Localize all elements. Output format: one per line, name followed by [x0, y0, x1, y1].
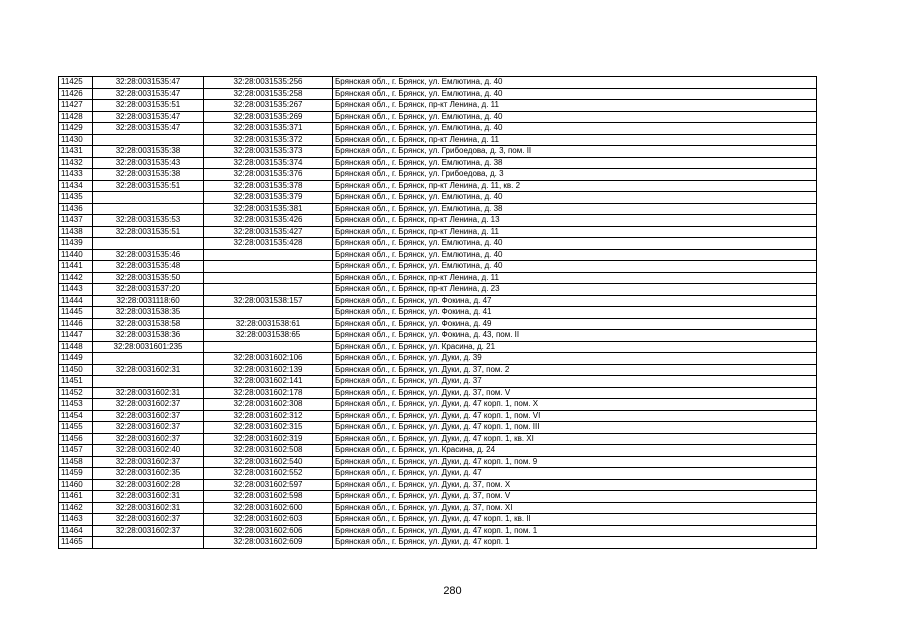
row-number-cell: 11453 [59, 399, 93, 411]
address-cell: Брянская обл., г. Брянск, ул. Красина, д. 24 [333, 445, 817, 457]
address-cell: Брянская обл., г. Брянск, пр-кт Ленина, д. 11 [333, 134, 817, 146]
table-row [59, 364, 817, 376]
table-row [59, 123, 817, 135]
row-number-cell: 11450 [59, 364, 93, 376]
object-number-cell: 32:28:0031535:379 [204, 192, 333, 204]
parcel-number-cell: 32:28:0031602:31 [93, 502, 204, 514]
address-cell: Брянская обл., г. Брянск, ул. Дуки, д. 47 корп. 1, пом. X [333, 399, 817, 411]
row-number-cell: 11436 [59, 203, 93, 215]
object-number-cell [204, 284, 333, 296]
object-number-cell: 32:28:0031602:609 [204, 537, 333, 549]
address-cell: Брянская обл., г. Брянск, ул. Дуки, д. 37, пом. V [333, 491, 817, 503]
table-row [59, 525, 817, 537]
row-number-cell: 11439 [59, 238, 93, 250]
address-cell: Брянская обл., г. Брянск, ул. Емлютина, д. 40 [333, 249, 817, 261]
address-cell: Брянская обл., г. Брянск, ул. Фокина, д. 43, пом. II [333, 330, 817, 342]
object-number-cell: 32:28:0031535:374 [204, 157, 333, 169]
table-row [59, 387, 817, 399]
object-number-cell: 32:28:0031602:139 [204, 364, 333, 376]
row-number-cell: 11433 [59, 169, 93, 181]
row-number-cell: 11432 [59, 157, 93, 169]
address-cell: Брянская обл., г. Брянск, пр-кт Ленина, д. 23 [333, 284, 817, 296]
parcel-number-cell [93, 537, 204, 549]
row-number-cell: 11456 [59, 433, 93, 445]
table-row [59, 157, 817, 169]
address-cell: Брянская обл., г. Брянск, ул. Емлютина, д. 40 [333, 77, 817, 89]
object-number-cell: 32:28:0031602:106 [204, 353, 333, 365]
parcel-number-cell [93, 134, 204, 146]
row-number-cell: 11425 [59, 77, 93, 89]
parcel-number-cell: 32:28:0031602:37 [93, 410, 204, 422]
address-cell: Брянская обл., г. Брянск, ул. Емлютина, д. 40 [333, 111, 817, 123]
object-number-cell: 32:28:0031602:315 [204, 422, 333, 434]
row-number-cell: 11443 [59, 284, 93, 296]
address-cell: Брянская обл., г. Брянск, ул. Дуки, д. 47 корп. 1, пом. 9 [333, 456, 817, 468]
table-row [59, 284, 817, 296]
row-number-cell: 11457 [59, 445, 93, 457]
parcel-number-cell: 32:28:0031537:20 [93, 284, 204, 296]
parcel-number-cell: 32:28:0031535:43 [93, 157, 204, 169]
table-row [59, 399, 817, 411]
row-number-cell: 11445 [59, 307, 93, 319]
object-number-cell: 32:28:0031602:312 [204, 410, 333, 422]
parcel-number-cell: 32:28:0031538:35 [93, 307, 204, 319]
object-number-cell: 32:28:0031602:141 [204, 376, 333, 388]
row-number-cell: 11465 [59, 537, 93, 549]
parcel-number-cell: 32:28:0031535:38 [93, 146, 204, 158]
row-number-cell: 11455 [59, 422, 93, 434]
object-number-cell: 32:28:0031535:267 [204, 100, 333, 112]
table-row [59, 456, 817, 468]
parcel-number-cell: 32:28:0031535:47 [93, 111, 204, 123]
parcel-number-cell: 32:28:0031535:50 [93, 272, 204, 284]
parcel-number-cell: 32:28:0031602:31 [93, 387, 204, 399]
object-number-cell: 32:28:0031602:598 [204, 491, 333, 503]
table-row [59, 468, 817, 480]
parcel-number-cell: 32:28:0031535:47 [93, 88, 204, 100]
parcel-number-cell: 32:28:0031602:37 [93, 514, 204, 526]
address-cell: Брянская обл., г. Брянск, ул. Дуки, д. 47 корп. 1, кв. XI [333, 433, 817, 445]
object-number-cell: 32:28:0031535:256 [204, 77, 333, 89]
object-number-cell: 32:28:0031538:61 [204, 318, 333, 330]
parcel-number-cell: 32:28:0031602:35 [93, 468, 204, 480]
parcel-number-cell: 32:28:0031601:235 [93, 341, 204, 353]
row-number-cell: 11454 [59, 410, 93, 422]
row-number-cell: 11444 [59, 295, 93, 307]
parcel-number-cell: 32:28:0031602:37 [93, 399, 204, 411]
row-number-cell: 11446 [59, 318, 93, 330]
row-number-cell: 11448 [59, 341, 93, 353]
address-cell: Брянская обл., г. Брянск, ул. Емлютина, д. 38 [333, 203, 817, 215]
address-cell: Брянская обл., г. Брянск, ул. Емлютина, д. 40 [333, 238, 817, 250]
table-row [59, 537, 817, 549]
address-cell: Брянская обл., г. Брянск, ул. Емлютина, д. 40 [333, 88, 817, 100]
table-row [59, 146, 817, 158]
row-number-cell: 11431 [59, 146, 93, 158]
table-row [59, 433, 817, 445]
table-row [59, 203, 817, 215]
parcel-number-cell: 32:28:0031535:51 [93, 100, 204, 112]
object-number-cell: 32:28:0031535:269 [204, 111, 333, 123]
object-number-cell: 32:28:0031602:540 [204, 456, 333, 468]
parcel-number-cell [93, 238, 204, 250]
table-row [59, 410, 817, 422]
object-number-cell: 32:28:0031602:319 [204, 433, 333, 445]
object-number-cell [204, 341, 333, 353]
table-row [59, 295, 817, 307]
address-cell: Брянская обл., г. Брянск, пр-кт Ленина, д. 11 [333, 272, 817, 284]
object-number-cell: 32:28:0031538:65 [204, 330, 333, 342]
registry-table [58, 76, 817, 549]
object-number-cell: 32:28:0031602:178 [204, 387, 333, 399]
address-cell: Брянская обл., г. Брянск, ул. Дуки, д. 37, пом. XI [333, 502, 817, 514]
table-row [59, 111, 817, 123]
row-number-cell: 11461 [59, 491, 93, 503]
row-number-cell: 11429 [59, 123, 93, 135]
table-row [59, 134, 817, 146]
row-number-cell: 11463 [59, 514, 93, 526]
parcel-number-cell: 32:28:0031602:37 [93, 525, 204, 537]
address-cell: Брянская обл., г. Брянск, ул. Дуки, д. 37, пом. X [333, 479, 817, 491]
address-cell: Брянская обл., г. Брянск, ул. Красина, д. 21 [333, 341, 817, 353]
table-row [59, 376, 817, 388]
parcel-number-cell: 32:28:0031535:47 [93, 77, 204, 89]
row-number-cell: 11426 [59, 88, 93, 100]
parcel-number-cell: 32:28:0031538:58 [93, 318, 204, 330]
row-number-cell: 11427 [59, 100, 93, 112]
parcel-number-cell: 32:28:0031602:37 [93, 422, 204, 434]
parcel-number-cell [93, 192, 204, 204]
row-number-cell: 11434 [59, 180, 93, 192]
address-cell: Брянская обл., г. Брянск, ул. Дуки, д. 47 корп. 1, кв. II [333, 514, 817, 526]
row-number-cell: 11428 [59, 111, 93, 123]
parcel-number-cell: 32:28:0031602:37 [93, 456, 204, 468]
address-cell: Брянская обл., г. Брянск, ул. Дуки, д. 47 корп. 1, пом. VI [333, 410, 817, 422]
parcel-number-cell: 32:28:0031538:36 [93, 330, 204, 342]
table-row [59, 445, 817, 457]
row-number-cell: 11451 [59, 376, 93, 388]
address-cell: Брянская обл., г. Брянск, ул. Грибоедова, д. 3 [333, 169, 817, 181]
table-row [59, 318, 817, 330]
parcel-number-cell [93, 203, 204, 215]
table-row [59, 226, 817, 238]
row-number-cell: 11442 [59, 272, 93, 284]
table-row [59, 169, 817, 181]
parcel-number-cell: 32:28:0031602:40 [93, 445, 204, 457]
table-row [59, 514, 817, 526]
table-row [59, 353, 817, 365]
address-cell: Брянская обл., г. Брянск, пр-кт Ленина, д. 11, кв. 2 [333, 180, 817, 192]
address-cell: Брянская обл., г. Брянск, ул. Фокина, д. 41 [333, 307, 817, 319]
row-number-cell: 11435 [59, 192, 93, 204]
table-row [59, 479, 817, 491]
parcel-number-cell: 32:28:0031535:46 [93, 249, 204, 261]
row-number-cell: 11449 [59, 353, 93, 365]
table-row [59, 341, 817, 353]
table-row [59, 330, 817, 342]
object-number-cell: 32:28:0031602:508 [204, 445, 333, 457]
table-row [59, 249, 817, 261]
object-number-cell [204, 261, 333, 273]
address-cell: Брянская обл., г. Брянск, ул. Емлютина, д. 38 [333, 157, 817, 169]
row-number-cell: 11464 [59, 525, 93, 537]
address-cell: Брянская обл., г. Брянск, ул. Дуки, д. 37, пом. V [333, 387, 817, 399]
parcel-number-cell: 32:28:0031118:60 [93, 295, 204, 307]
object-number-cell: 32:28:0031602:308 [204, 399, 333, 411]
parcel-number-cell: 32:28:0031602:37 [93, 433, 204, 445]
object-number-cell: 32:28:0031535:426 [204, 215, 333, 227]
object-number-cell: 32:28:0031602:552 [204, 468, 333, 480]
address-cell: Брянская обл., г. Брянск, ул. Дуки, д. 37 [333, 376, 817, 388]
object-number-cell: 32:28:0031602:597 [204, 479, 333, 491]
table-row [59, 77, 817, 89]
registry-table-body [59, 77, 817, 549]
address-cell: Брянская обл., г. Брянск, ул. Дуки, д. 47 корп. 1, пом. III [333, 422, 817, 434]
object-number-cell: 32:28:0031535:372 [204, 134, 333, 146]
table-row [59, 215, 817, 227]
object-number-cell: 32:28:0031535:381 [204, 203, 333, 215]
address-cell: Брянская обл., г. Брянск, ул. Емлютина, д. 40 [333, 192, 817, 204]
address-cell: Брянская обл., г. Брянск, ул. Дуки, д. 39 [333, 353, 817, 365]
object-number-cell: 32:28:0031602:606 [204, 525, 333, 537]
address-cell: Брянская обл., г. Брянск, пр-кт Ленина, д. 11 [333, 100, 817, 112]
table-row [59, 261, 817, 273]
table-row [59, 491, 817, 503]
parcel-number-cell: 32:28:0031602:31 [93, 491, 204, 503]
row-number-cell: 11438 [59, 226, 93, 238]
row-number-cell: 11437 [59, 215, 93, 227]
address-cell: Брянская обл., г. Брянск, ул. Фокина, д. 47 [333, 295, 817, 307]
object-number-cell: 32:28:0031535:376 [204, 169, 333, 181]
page-number: 280 [443, 585, 462, 597]
object-number-cell: 32:28:0031535:258 [204, 88, 333, 100]
parcel-number-cell: 32:28:0031535:51 [93, 226, 204, 238]
address-cell: Брянская обл., г. Брянск, ул. Дуки, д. 47 [333, 468, 817, 480]
table-row [59, 307, 817, 319]
table-row [59, 100, 817, 112]
parcel-number-cell: 32:28:0031535:51 [93, 180, 204, 192]
parcel-number-cell: 32:28:0031602:28 [93, 479, 204, 491]
row-number-cell: 11462 [59, 502, 93, 514]
table-row [59, 238, 817, 250]
address-cell: Брянская обл., г. Брянск, пр-кт Ленина, д. 13 [333, 215, 817, 227]
table-row [59, 192, 817, 204]
object-number-cell: 32:28:0031535:371 [204, 123, 333, 135]
address-cell: Брянская обл., г. Брянск, ул. Дуки, д. 37, пом. 2 [333, 364, 817, 376]
address-cell: Брянская обл., г. Брянск, ул. Емлютина, д. 40 [333, 123, 817, 135]
row-number-cell: 11441 [59, 261, 93, 273]
object-number-cell [204, 249, 333, 261]
parcel-number-cell [93, 353, 204, 365]
address-cell: Брянская обл., г. Брянск, пр-кт Ленина, д. 11 [333, 226, 817, 238]
table-row [59, 272, 817, 284]
object-number-cell: 32:28:0031535:427 [204, 226, 333, 238]
object-number-cell: 32:28:0031535:428 [204, 238, 333, 250]
row-number-cell: 11440 [59, 249, 93, 261]
parcel-number-cell: 32:28:0031535:48 [93, 261, 204, 273]
table-row [59, 180, 817, 192]
address-cell: Брянская обл., г. Брянск, ул. Дуки, д. 47 корп. 1 [333, 537, 817, 549]
address-cell: Брянская обл., г. Брянск, ул. Грибоедова, д. 3, пом. II [333, 146, 817, 158]
table-row [59, 422, 817, 434]
table-row [59, 88, 817, 100]
parcel-number-cell: 32:28:0031602:31 [93, 364, 204, 376]
row-number-cell: 11447 [59, 330, 93, 342]
address-cell: Брянская обл., г. Брянск, ул. Фокина, д. 49 [333, 318, 817, 330]
parcel-number-cell: 32:28:0031535:38 [93, 169, 204, 181]
address-cell: Брянская обл., г. Брянск, ул. Емлютина, д. 40 [333, 261, 817, 273]
parcel-number-cell [93, 376, 204, 388]
object-number-cell: 32:28:0031602:603 [204, 514, 333, 526]
row-number-cell: 11460 [59, 479, 93, 491]
parcel-number-cell: 32:28:0031535:53 [93, 215, 204, 227]
row-number-cell: 11459 [59, 468, 93, 480]
row-number-cell: 11430 [59, 134, 93, 146]
parcel-number-cell: 32:28:0031535:47 [93, 123, 204, 135]
object-number-cell: 32:28:0031538:157 [204, 295, 333, 307]
row-number-cell: 11452 [59, 387, 93, 399]
object-number-cell [204, 272, 333, 284]
object-number-cell: 32:28:0031535:378 [204, 180, 333, 192]
row-number-cell: 11458 [59, 456, 93, 468]
object-number-cell [204, 307, 333, 319]
address-cell: Брянская обл., г. Брянск, ул. Дуки, д. 47 корп. 1, пом. 1 [333, 525, 817, 537]
object-number-cell: 32:28:0031602:600 [204, 502, 333, 514]
object-number-cell: 32:28:0031535:373 [204, 146, 333, 158]
table-row [59, 502, 817, 514]
